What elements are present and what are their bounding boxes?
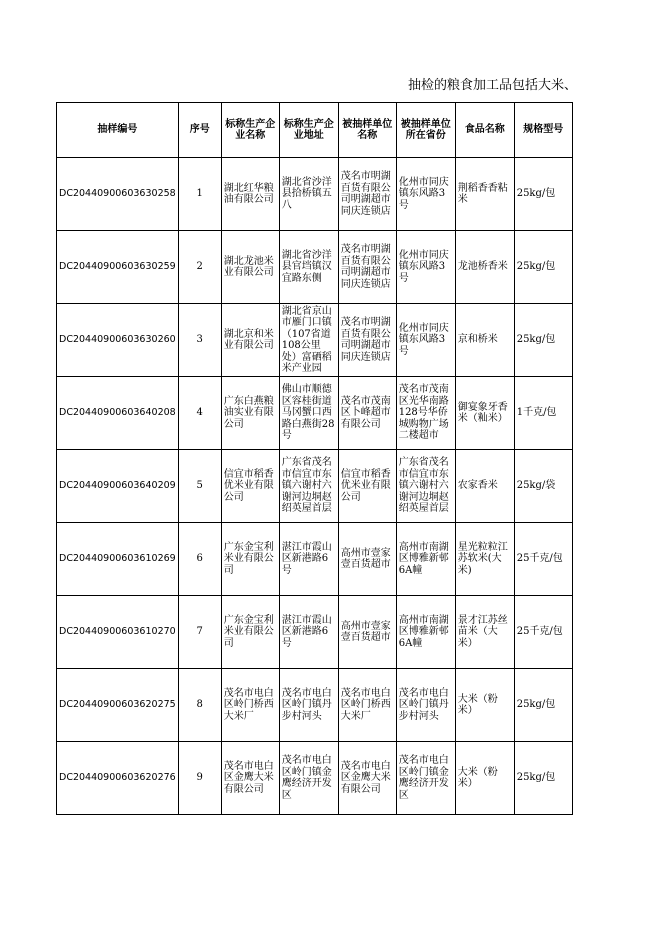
- cell-producer: 茂名市电白区金鹰大米有限公司: [221, 742, 279, 815]
- cell-producer-address: 广东省茂名市信宜市东镇六谢村六谢河边垌赵绍英屋首层: [279, 450, 338, 523]
- cell-sample-code: DC20440900603610269: [57, 523, 179, 596]
- cell-sampled-unit: 茂名市明湖百货有限公司明湖超市同庆连锁店: [338, 304, 396, 377]
- cell-sampled-unit: 茂名市明湖百货有限公司明湖超市同庆连锁店: [338, 231, 396, 304]
- cell-sampled-unit: 茂名市电白区岭门桥西大米厂: [338, 669, 396, 742]
- cell-sampled-address: 化州市同庆镇东风路3号: [396, 231, 455, 304]
- cell-seq: 5: [178, 450, 221, 523]
- sampling-table: [56, 102, 573, 815]
- cell-sampled-address: 茂名市电白区岭门镇丹步村河头: [396, 669, 455, 742]
- header-seq: 序号: [178, 103, 221, 158]
- cell-spec: 25千克/包: [514, 596, 572, 669]
- cell-producer-address: 湛江市霞山区新港路6号: [279, 523, 338, 596]
- cell-food-name: 景才江苏丝苗米（大米）: [455, 596, 514, 669]
- cell-producer: 信宜市稻香优米业有限公司: [221, 450, 279, 523]
- cell-producer: 湖北红华粮油有限公司: [221, 158, 279, 231]
- cell-sampled-address: 高州市南湖区博雅新邨6A幢: [396, 523, 455, 596]
- table-row: [57, 742, 573, 815]
- sheet-title: 抽检的粮食加工品包括大米、: [408, 78, 578, 93]
- cell-sampled-address: 广东省茂名市信宜市东镇六谢村六谢河边垌赵绍英屋首层: [396, 450, 455, 523]
- cell-sample-code: DC20440900603620276: [57, 742, 179, 815]
- cell-food-name: 御宴象牙香米（籼米）: [455, 377, 514, 450]
- table-row: [57, 158, 573, 231]
- cell-sample-code: DC20440900603630259: [57, 231, 179, 304]
- cell-sampled-unit: 茂名市电白区金鹰大米有限公司: [338, 742, 396, 815]
- table-row: [57, 596, 573, 669]
- table-row: [57, 304, 573, 377]
- cell-spec: 1千克/包: [514, 377, 572, 450]
- cell-food-name: 星光粒粒江苏软米(大米): [455, 523, 514, 596]
- cell-producer: 茂名市电白区岭门桥西大米厂: [221, 669, 279, 742]
- cell-sampled-address: 高州市南湖区博雅新邨6A幢: [396, 596, 455, 669]
- cell-sampled-unit: 茂名市明湖百货有限公司明湖超市同庆连锁店: [338, 158, 396, 231]
- table-row: [57, 523, 573, 596]
- table-row: [57, 377, 573, 450]
- cell-producer-address: 湛江市霞山区新港路6号: [279, 596, 338, 669]
- cell-food-name: 大米（粉米）: [455, 669, 514, 742]
- cell-producer: 湖北龙池米业有限公司: [221, 231, 279, 304]
- cell-sample-code: DC20440900603640208: [57, 377, 179, 450]
- cell-sampled-address: 茂名市电白区岭门镇金鹰经济开发区: [396, 742, 455, 815]
- cell-producer-address: 佛山市顺德区容桂街道马冈蟹口西路白燕街28号: [279, 377, 338, 450]
- cell-food-name: 龙池桥香米: [455, 231, 514, 304]
- cell-food-name: 荆稻香香粘米: [455, 158, 514, 231]
- cell-seq: 9: [178, 742, 221, 815]
- cell-producer-address: 湖北省沙洋县拾桥镇五八: [279, 158, 338, 231]
- cell-sampled-address: 化州市同庆镇东风路3号: [396, 304, 455, 377]
- header-spec: 规格型号: [514, 103, 572, 158]
- cell-producer: 湖北京和米业有限公司: [221, 304, 279, 377]
- cell-seq: 4: [178, 377, 221, 450]
- cell-sample-code: DC20440900603640209: [57, 450, 179, 523]
- cell-food-name: 京和桥米: [455, 304, 514, 377]
- cell-seq: 3: [178, 304, 221, 377]
- header-sampled-address: 被抽样单位所在省份: [396, 103, 455, 158]
- cell-sampled-address: 化州市同庆镇东风路3号: [396, 158, 455, 231]
- cell-sample-code: DC20440900603620275: [57, 669, 179, 742]
- cell-spec: 25kg/包: [514, 231, 572, 304]
- cell-seq: 6: [178, 523, 221, 596]
- cell-sample-code: DC20440900603630258: [57, 158, 179, 231]
- cell-sampled-unit: 信宜市稻香优米业有限公司: [338, 450, 396, 523]
- header-producer-address: 标称生产企业地址: [279, 103, 338, 158]
- header-sampled-unit: 被抽样单位名称: [338, 103, 396, 158]
- cell-producer-address: 湖北省京山市雁门口镇（107省道108公里处）富硒稻米产业园: [279, 304, 338, 377]
- cell-spec: 25kg/包: [514, 158, 572, 231]
- cell-sampled-unit: 高州市壹家壹百货超市: [338, 596, 396, 669]
- header-row: [57, 103, 573, 158]
- header-food-name: 食品名称: [455, 103, 514, 158]
- cell-sampled-unit: 高州市壹家壹百货超市: [338, 523, 396, 596]
- cell-seq: 7: [178, 596, 221, 669]
- cell-sampled-address: 茂名市茂南区光华南路128号华侨城购物广场二楼超市: [396, 377, 455, 450]
- cell-food-name: 大米（粉米）: [455, 742, 514, 815]
- cell-sample-code: DC20440900603610270: [57, 596, 179, 669]
- cell-seq: 2: [178, 231, 221, 304]
- cell-spec: 25千克/包: [514, 523, 572, 596]
- cell-spec: 25kg/包: [514, 304, 572, 377]
- cell-producer-address: 湖北省沙洋县官垱镇汉宜路东侧: [279, 231, 338, 304]
- cell-seq: 8: [178, 669, 221, 742]
- cell-producer: 广东白燕粮油实业有限公司: [221, 377, 279, 450]
- cell-spec: 25kg/包: [514, 742, 572, 815]
- table-row: [57, 450, 573, 523]
- cell-producer-address: 茂名市电白区岭门镇金鹰经济开发区: [279, 742, 338, 815]
- cell-producer-address: 茂名市电白区岭门镇丹步村河头: [279, 669, 338, 742]
- cell-spec: 25kg/包: [514, 669, 572, 742]
- cell-food-name: 农家香米: [455, 450, 514, 523]
- table-row: [57, 669, 573, 742]
- cell-seq: 1: [178, 158, 221, 231]
- header-producer: 标称生产企业名称: [221, 103, 279, 158]
- cell-producer: 广东金宝利米业有限公司: [221, 523, 279, 596]
- cell-sampled-unit: 茂名市茂南区卜峰超市有限公司: [338, 377, 396, 450]
- cell-spec: 25kg/袋: [514, 450, 572, 523]
- header-code: 抽样编号: [57, 103, 179, 158]
- table-row: [57, 231, 573, 304]
- cell-producer: 广东金宝利米业有限公司: [221, 596, 279, 669]
- cell-sample-code: DC20440900603630260: [57, 304, 179, 377]
